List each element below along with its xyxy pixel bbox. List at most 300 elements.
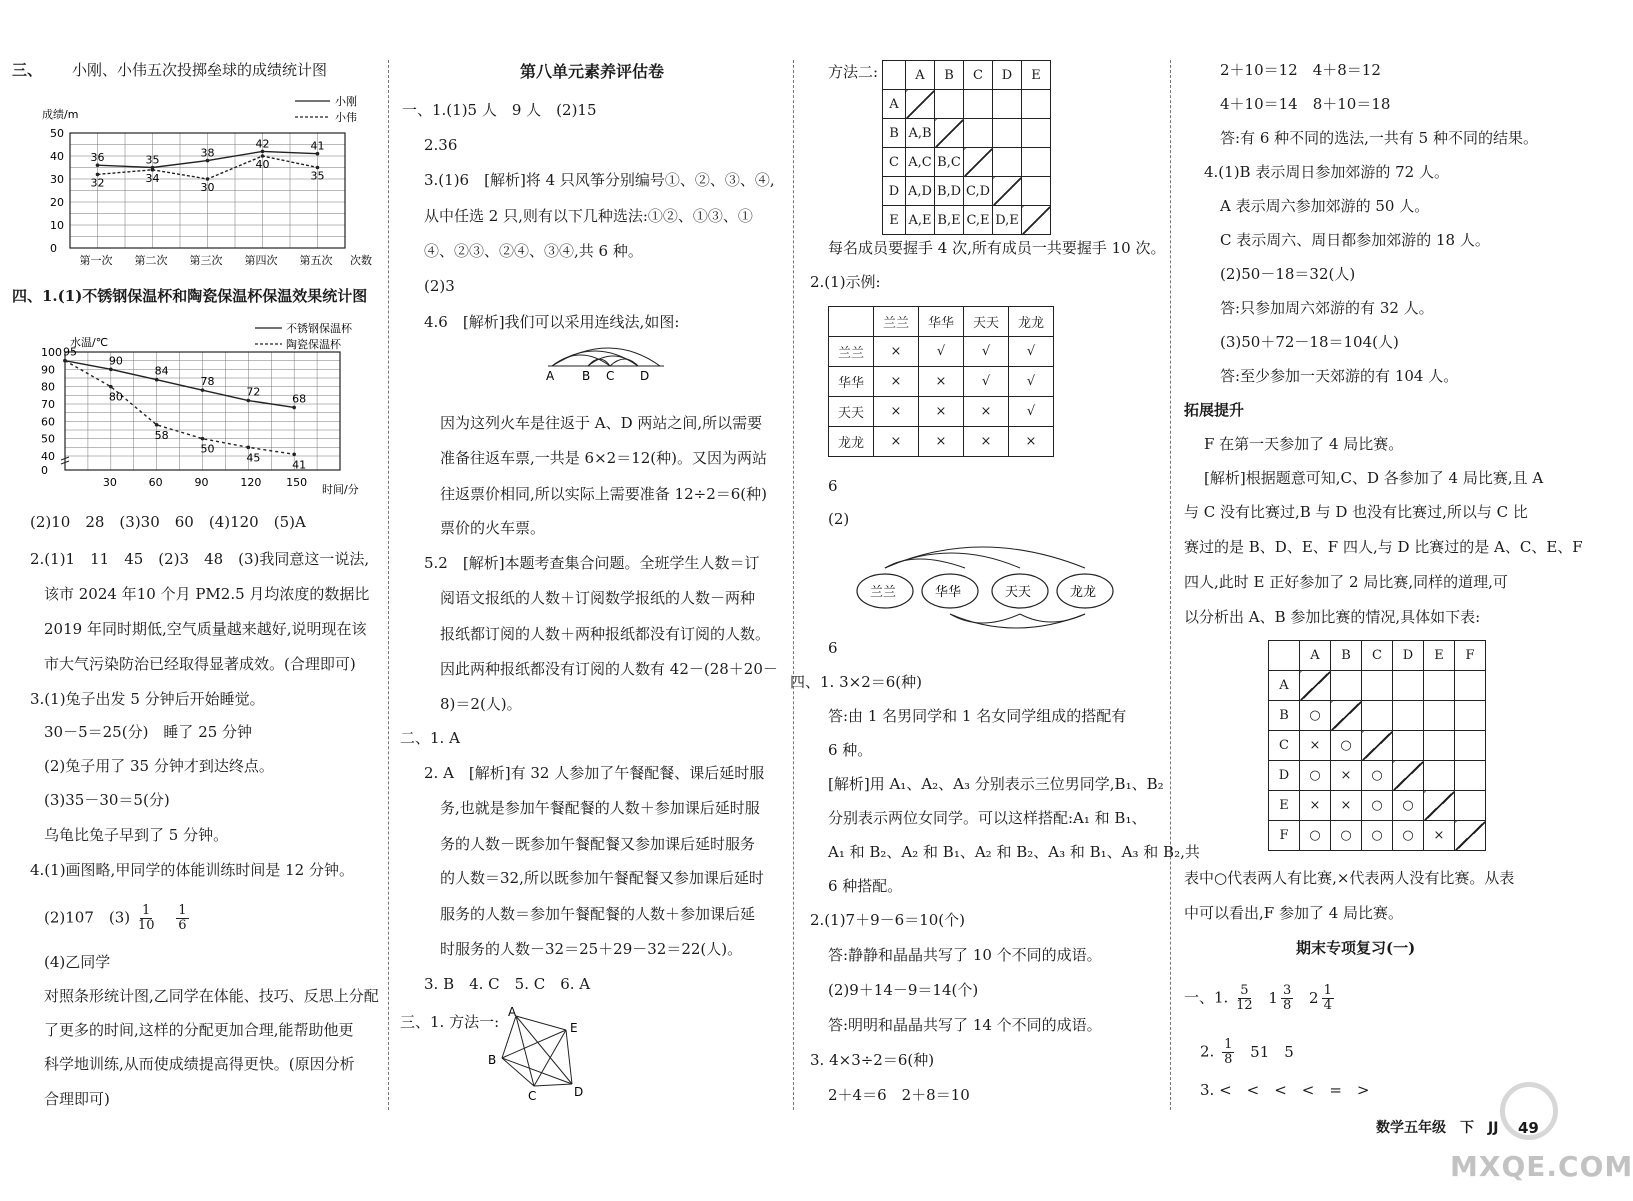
answer-line: 答:由 1 名男同学和 1 名女同学组成的搭配有 (828, 707, 1127, 725)
table-cell: × (1009, 427, 1054, 457)
unit-title: 第八单元素养评估卷 (520, 62, 665, 81)
data-label: 38 (200, 146, 215, 160)
answer-line: C 表示周六、周日都参加郊游的 18 人。 (1220, 231, 1490, 249)
answer-line: 四、1. 3×2＝6(种) (790, 673, 922, 691)
table-cell: √ (1009, 397, 1054, 427)
answer-line: 了更多的时间,这样的分配更加合理,能帮助他更 (44, 1021, 354, 1039)
match-result-table (1268, 640, 1486, 851)
answer-line: 3. 4×3÷2＝6(种) (810, 1051, 935, 1069)
answer-line: 从中任选 2 只,则有以下几种选法:①②、①③、① (424, 207, 753, 225)
answer-line: 答:只参加周六郊游的有 32 人。 (1220, 299, 1434, 317)
table-cell (1424, 671, 1455, 701)
answer-line (1200, 1038, 1294, 1067)
table-cell: B,C (935, 148, 964, 177)
answer-line: 三、1. 方法一: (400, 1013, 500, 1031)
table-cell: ○ (1393, 821, 1424, 851)
table-cell: × (964, 397, 1009, 427)
watermark-circle-icon (1500, 1082, 1558, 1140)
column-header: E (1424, 641, 1455, 671)
column-header: D (1393, 641, 1424, 671)
table-cell: × (919, 397, 964, 427)
table-cell (1393, 671, 1424, 701)
column-header: A (906, 61, 935, 90)
column-header: 华华 (919, 307, 964, 337)
answer-line: 每名成员要握手 4 次,所有成员一共要握手 10 次。 (828, 239, 1166, 257)
table-row (883, 61, 1051, 90)
answer-line: [解析]根据题意可知,C、D 各参加了 4 局比赛,且 A (1204, 469, 1544, 487)
answer-text: 一、1. (1184, 988, 1229, 1007)
row-header: A (1269, 671, 1300, 701)
table-cell (1393, 701, 1424, 731)
pentagon-diagram (484, 1006, 594, 1106)
fraction: $\frac{1}{6}$ (178, 903, 187, 933)
table-cell (1022, 206, 1051, 235)
table-cell: × (1331, 761, 1362, 791)
person-name: 华华 (935, 585, 962, 600)
vertex-c: C (528, 1089, 537, 1103)
data-label: 30 (200, 181, 215, 194)
answer-line: 6 (828, 477, 838, 495)
table-cell (1424, 761, 1455, 791)
data-label: 42 (255, 137, 270, 151)
column-divider (793, 60, 794, 1110)
chart2-xlabel: 时间/分 (322, 483, 359, 496)
table-cell: ○ (1362, 761, 1393, 791)
row-header: 华华 (829, 367, 874, 397)
answer-line: A₁ 和 B₂、A₂ 和 B₁、A₂ 和 B₂、A₃ 和 B₁、A₃ 和 B₂,共 (828, 843, 1200, 861)
x-tick-label: 第五次 (299, 254, 333, 267)
table-cell (1022, 177, 1051, 206)
answer-line: 乌龟比兔子早到了 5 分钟。 (44, 826, 229, 844)
table-cell: ○ (1300, 701, 1331, 731)
table-cell (1424, 791, 1455, 821)
column-header (883, 61, 906, 90)
data-point (201, 437, 205, 441)
data-point (247, 399, 251, 403)
watermark: MXQE.COM (1450, 1150, 1633, 1183)
column-header: E (1022, 61, 1051, 90)
table-cell (935, 119, 964, 148)
answer-line: 对照条形统计图,乙同学在体能、技巧、反思上分配 (44, 987, 379, 1005)
data-point (292, 406, 296, 410)
data-label: 41 (310, 139, 325, 153)
table-cell (993, 119, 1022, 148)
answer-line: 以分析出 A、B 参加比赛的情况,具体如下表: (1184, 608, 1481, 626)
y-tick-label: 40 (50, 150, 64, 163)
answer-line: 该市 2024 年10 个月 PM2.5 月均浓度的数据比 (44, 585, 370, 603)
vertex-e: E (570, 1021, 578, 1035)
review-title: 期末专项复习(一) (1296, 939, 1416, 957)
table-cell: ○ (1393, 791, 1424, 821)
x-tick-label: 第二次 (134, 254, 168, 267)
answer-line: 务的人数－既参加午餐配餐又参加课后延时服务 (440, 835, 756, 853)
answer-line: 答:明明和晶晶共写了 14 个不同的成语。 (828, 1016, 1102, 1034)
answer-line: 6 种。 (828, 741, 873, 759)
data-label: 68 (292, 392, 307, 406)
answer-line: 6 (828, 639, 838, 657)
table-cell: B,D (935, 177, 964, 206)
table-cell (964, 148, 993, 177)
section-3-number: 三、 (12, 61, 43, 79)
answer-line: 科学地训练,从而使成绩提高得更快。(原因分析 (44, 1055, 355, 1073)
answer-line: 6 种搭配。 (828, 877, 903, 895)
section-4-title: 四、1.(1)不锈钢保温杯和陶瓷保温杯保温效果统计图 (12, 287, 368, 305)
extension-heading: 拓展提升 (1184, 401, 1245, 419)
column-header: C (1362, 641, 1393, 671)
column-header: B (1331, 641, 1362, 671)
connect-diagram (540, 336, 680, 386)
table-cell: √ (1009, 337, 1054, 367)
data-label: 78 (200, 375, 215, 389)
table-cell: × (1331, 791, 1362, 821)
table-cell: C,D (964, 177, 993, 206)
answer-line: 2.36 (424, 136, 458, 154)
table-cell: × (919, 367, 964, 397)
table-cell: A,C (906, 148, 935, 177)
table-cell (1022, 119, 1051, 148)
table-row (1269, 671, 1486, 701)
legend-series-1: 小刚 (335, 95, 357, 108)
fraction: $\frac{5}{12}$ (1236, 983, 1253, 1013)
y-tick-label: 0 (41, 464, 48, 477)
table-row (883, 206, 1051, 235)
vertex-b: B (488, 1053, 497, 1067)
table-cell (1393, 731, 1424, 761)
answer-line: 赛过的是 B、D、E、F 四人,与 D 比赛过的是 A、C、E、F (1184, 538, 1583, 556)
answer-line: 因此两种报纸都没有订阅的人数有 42－(28＋20－ (440, 660, 778, 678)
fraction: $\frac{1}{4}$ (1323, 983, 1332, 1013)
answer-line: 阅语文报纸的人数＋订阅数学报纸的人数－两种 (440, 589, 756, 607)
table-cell: √ (964, 337, 1009, 367)
table-cell: ○ (1331, 821, 1362, 851)
person-name: 兰兰 (870, 585, 897, 600)
answer-line: (2)3 (424, 277, 455, 295)
row-header: A (883, 90, 906, 119)
answer-line: 与 C 没有比赛过,B 与 D 也没有比赛过,所以与 C 比 (1184, 503, 1528, 521)
chart2-legend (255, 321, 353, 351)
table-cell: A,D (906, 177, 935, 206)
table-cell (993, 90, 1022, 119)
answer-line: 表中○代表两人有比赛,×代表两人没有比赛。从表 (1184, 869, 1515, 887)
answer-line: 报纸都订阅的人数＋两种报纸都没有订阅的人数。 (440, 625, 771, 643)
data-label: 95 (63, 345, 77, 359)
answer-line: (2)9＋14－9＝14(个) (828, 981, 979, 999)
table-cell (1300, 671, 1331, 701)
person-name: 天天 (1005, 585, 1032, 600)
answer-line: 3. B 4. C 5. C 6. A (424, 975, 591, 993)
table-row (883, 90, 1051, 119)
table-cell (1455, 791, 1486, 821)
data-label: 35 (310, 169, 325, 183)
table-row (1269, 641, 1486, 671)
table-cell (1455, 821, 1486, 851)
row-header: C (1269, 731, 1300, 761)
answer-text: 51 5 (1250, 1042, 1294, 1061)
data-label: 45 (246, 451, 261, 465)
x-tick-label: 第三次 (189, 254, 223, 267)
answer-line: 2.(1)示例: (810, 273, 881, 291)
vertex-a: A (508, 1005, 517, 1019)
table-row (1269, 821, 1486, 851)
x-tick-label: 150 (286, 476, 308, 489)
table-cell: × (874, 337, 919, 367)
y-tick-label: 60 (41, 415, 55, 429)
table-cell (1424, 701, 1455, 731)
table-cell (1455, 731, 1486, 761)
column-header: D (993, 61, 1022, 90)
chart2 (10, 310, 385, 510)
answer-line: 2.(1)7＋9－6＝10(个) (810, 911, 965, 929)
data-point (247, 446, 251, 450)
chart1 (10, 88, 380, 278)
answer-line: 往返票价相同,所以实际上需要准备 12÷2＝6(种) (440, 485, 767, 503)
y-tick-label: 80 (41, 380, 55, 394)
table-cell: × (1300, 791, 1331, 821)
row-header: C (883, 148, 906, 177)
answer-line: 2019 年同时期低,空气质量越来越好,说明现在该 (44, 620, 367, 638)
row-header: 龙龙 (829, 427, 874, 457)
answer-line: 4.(1)B 表示周日参加郊游的 72 人。 (1204, 163, 1449, 181)
answer-line: 2＋4＝6 2＋8＝10 (828, 1086, 970, 1104)
table-cell: A,B (906, 119, 935, 148)
table-cell: C,E (964, 206, 993, 235)
answer-line: 答:静静和晶晶共写了 10 个不同的成语。 (828, 946, 1102, 964)
answer-line: 二、1. A (400, 729, 460, 747)
table-cell (1455, 761, 1486, 791)
table-row (829, 337, 1054, 367)
table-cell (1424, 731, 1455, 761)
match-table (828, 306, 1054, 457)
column-header: C (964, 61, 993, 90)
data-point (109, 385, 113, 389)
table-cell: × (964, 427, 1009, 457)
answer-line: 4＋10＝14 8＋10＝18 (1220, 95, 1391, 113)
data-point (292, 452, 296, 456)
answer-line: 票价的火车票。 (440, 519, 546, 537)
y-tick-label: 50 (50, 127, 64, 140)
table-row (1269, 701, 1486, 731)
data-label: 41 (292, 458, 307, 472)
table-cell: √ (919, 337, 964, 367)
table-cell (1393, 761, 1424, 791)
column-divider (388, 60, 389, 1110)
data-label: 72 (246, 385, 261, 399)
data-label: 35 (145, 153, 160, 167)
chart1-ylabel: 成绩/m (42, 108, 79, 121)
table-cell: A,E (906, 206, 935, 235)
table-cell: √ (964, 367, 1009, 397)
data-label: 34 (145, 171, 160, 185)
table-cell: × (874, 367, 919, 397)
answer-line: (3)50＋72－18＝104(人) (1220, 333, 1399, 351)
table-cell (993, 148, 1022, 177)
answer-line: 2.(1)1 11 45 (2)3 48 (3)我同意这一说法, (30, 550, 370, 568)
answer-line: 服务的人数＝参加午餐配餐的人数＋参加课后延 (440, 905, 756, 923)
column-header: 天天 (964, 307, 1009, 337)
y-tick-label: 20 (50, 196, 64, 209)
table-cell (1022, 90, 1051, 119)
y-tick-label: 50 (41, 432, 55, 446)
person-name: 龙龙 (1070, 585, 1097, 600)
data-point (63, 359, 67, 363)
table-cell (1455, 701, 1486, 731)
table-cell: ○ (1362, 821, 1393, 851)
table-cell: × (1300, 731, 1331, 761)
answer-line: F 在第一天参加了 4 局比赛。 (1204, 435, 1404, 453)
data-point (155, 423, 159, 427)
answer-line: 时服务的人数－32＝25＋29－32＝22(人)。 (440, 940, 743, 958)
answer-line: 30－5＝25(分) 睡了 25 分钟 (44, 723, 253, 741)
fraction: $\frac{1}{8}$ (1224, 1037, 1233, 1067)
answer-line: 一、1.(1)5 人 9 人 (2)15 (402, 101, 597, 119)
row-header: 兰兰 (829, 337, 874, 367)
handshake-table (882, 60, 1051, 235)
answer-line: 因为这列火车是往返于 A、D 两站之间,所以需要 (440, 414, 763, 432)
answer-line: 市大气污染防治已经取得显著成效。(合理即可) (44, 655, 356, 673)
table-cell (1362, 701, 1393, 731)
table-row (829, 307, 1054, 337)
x-tick-label: 30 (102, 476, 117, 489)
row-header: F (1269, 821, 1300, 851)
y-tick-label: 0 (50, 242, 57, 255)
column-header (829, 307, 874, 337)
data-label: 36 (90, 151, 105, 165)
answer-line: (2)兔子用了 35 分钟才到达终点。 (44, 757, 274, 775)
column-header: 兰兰 (874, 307, 919, 337)
table-cell (964, 119, 993, 148)
y-tick-label: 70 (41, 398, 55, 411)
answer-line: 8)＝2(人)。 (440, 695, 522, 713)
y-tick-label: 100 (41, 346, 62, 359)
chart1-xlabel: 次数 (350, 254, 372, 267)
table-row (1269, 791, 1486, 821)
chart1-title: 小刚、小伟五次投掷垒球的成绩统计图 (72, 61, 328, 79)
whole-part: 1 (1268, 988, 1278, 1007)
whole-part: 2 (1309, 988, 1319, 1007)
table-row (883, 148, 1051, 177)
table-cell: D,E (993, 206, 1022, 235)
legend-series-1: 不锈钢保温杯 (286, 322, 352, 335)
table-cell (1362, 731, 1393, 761)
y-tick-label: 10 (50, 219, 64, 232)
column-header: B (935, 61, 964, 90)
table-cell (935, 90, 964, 119)
table-cell: √ (1009, 367, 1054, 397)
data-label: 58 (154, 428, 169, 442)
answer-text: (2)107 (3) (44, 908, 131, 927)
fraction: $\frac{1}{10}$ (137, 903, 155, 933)
table-cell (906, 90, 935, 119)
answer-line: 4.(1)画图略,甲同学的体能训练时间是 12 分钟。 (30, 861, 354, 879)
footer-label: 数学五年级 下 JJ (1376, 1120, 1499, 1136)
station-b: B (582, 369, 591, 383)
data-label: 40 (255, 158, 270, 171)
column-header: 龙龙 (1009, 307, 1054, 337)
row-header: 天天 (829, 397, 874, 427)
answer-text: 2. (1200, 1042, 1215, 1061)
data-label: 50 (200, 442, 215, 456)
table-row (829, 427, 1054, 457)
answer-line: 2. A [解析]有 32 人参加了午餐配餐、课后延时服 (424, 764, 765, 782)
row-header: D (1269, 761, 1300, 791)
answer-line: 3.(1)6 [解析]将 4 只风筝分别编号①、②、③、④, (424, 171, 775, 189)
answer-line: 分别表示两位女同学。可以这样搭配:A₁ 和 B₁、 (828, 809, 1147, 827)
data-point (155, 378, 159, 382)
table-cell (964, 90, 993, 119)
table-cell: × (1424, 821, 1455, 851)
y-tick-label: 90 (41, 363, 55, 377)
answer-line (44, 904, 192, 933)
chart1-legend (295, 94, 357, 124)
table-cell: ○ (1362, 791, 1393, 821)
data-label: 90 (108, 354, 123, 368)
table-cell: × (919, 427, 964, 457)
table-row (883, 119, 1051, 148)
answer-line: 5.2 [解析]本题考查集合问题。全班学生人数＝订 (424, 554, 760, 572)
oval-connection-diagram (855, 540, 1115, 635)
table-cell: ○ (1300, 761, 1331, 791)
answer-line: (3)35－30＝5(分) (44, 791, 170, 809)
table-cell: B,E (935, 206, 964, 235)
data-point (109, 368, 113, 372)
table-cell: ○ (1300, 821, 1331, 851)
legend-series-2: 陶瓷保温杯 (286, 338, 341, 351)
answer-line: 答:至少参加一天郊游的有 104 人。 (1220, 367, 1459, 385)
data-point (201, 388, 205, 392)
vertex-d: D (574, 1085, 584, 1099)
column-header: F (1455, 641, 1486, 671)
column-header: A (1300, 641, 1331, 671)
answer-line: (2) (828, 510, 850, 528)
answer-line: 中可以看出,F 参加了 4 局比赛。 (1184, 904, 1404, 922)
y-tick-label: 40 (41, 450, 55, 463)
column-divider (1170, 60, 1171, 1110)
table-cell: × (874, 427, 919, 457)
method-2-label: 方法二: (828, 63, 879, 81)
fraction: $\frac{3}{8}$ (1282, 983, 1292, 1013)
legend-series-2: 小伟 (335, 111, 357, 124)
table-cell: ○ (1331, 731, 1362, 761)
x-tick-label: 第四次 (244, 254, 278, 267)
table-cell (1022, 148, 1051, 177)
row-header: B (883, 119, 906, 148)
y-tick-label: 30 (50, 173, 64, 186)
answer-line: 准备往返车票,一共是 6×2＝12(种)。又因为两站 (440, 449, 767, 467)
answer-line: 务,也就是参加午餐配餐的人数＋参加课后延时服 (440, 799, 760, 817)
data-label: 32 (90, 176, 105, 190)
answer-line: ④、②③、②④、③④,共 6 种。 (424, 242, 643, 260)
answer-line: 3. < < < < = > (1200, 1081, 1370, 1099)
x-tick-label: 60 (148, 476, 163, 489)
table-cell (1331, 671, 1362, 701)
table-cell (1362, 671, 1393, 701)
page-number: 49 (1518, 1119, 1539, 1137)
answer-line: (4)乙同学 (44, 953, 111, 971)
row-header: E (883, 206, 906, 235)
answer-line: A 表示周六参加郊游的 50 人。 (1220, 197, 1430, 215)
answer-line: 合理即可) (44, 1090, 110, 1108)
answer-line: [解析]用 A₁、A₂、A₃ 分别表示三位男同学,B₁、B₂ (828, 775, 1164, 793)
x-tick-label: 120 (240, 476, 262, 489)
table-cell (1331, 701, 1362, 731)
column-header (1269, 641, 1300, 671)
table-cell (993, 177, 1022, 206)
x-tick-label: 90 (194, 476, 209, 489)
answer-line: (2)10 28 (3)30 60 (4)120 (5)A (30, 513, 306, 531)
table-row (1269, 731, 1486, 761)
data-label: 80 (108, 390, 123, 404)
table-cell: × (874, 397, 919, 427)
